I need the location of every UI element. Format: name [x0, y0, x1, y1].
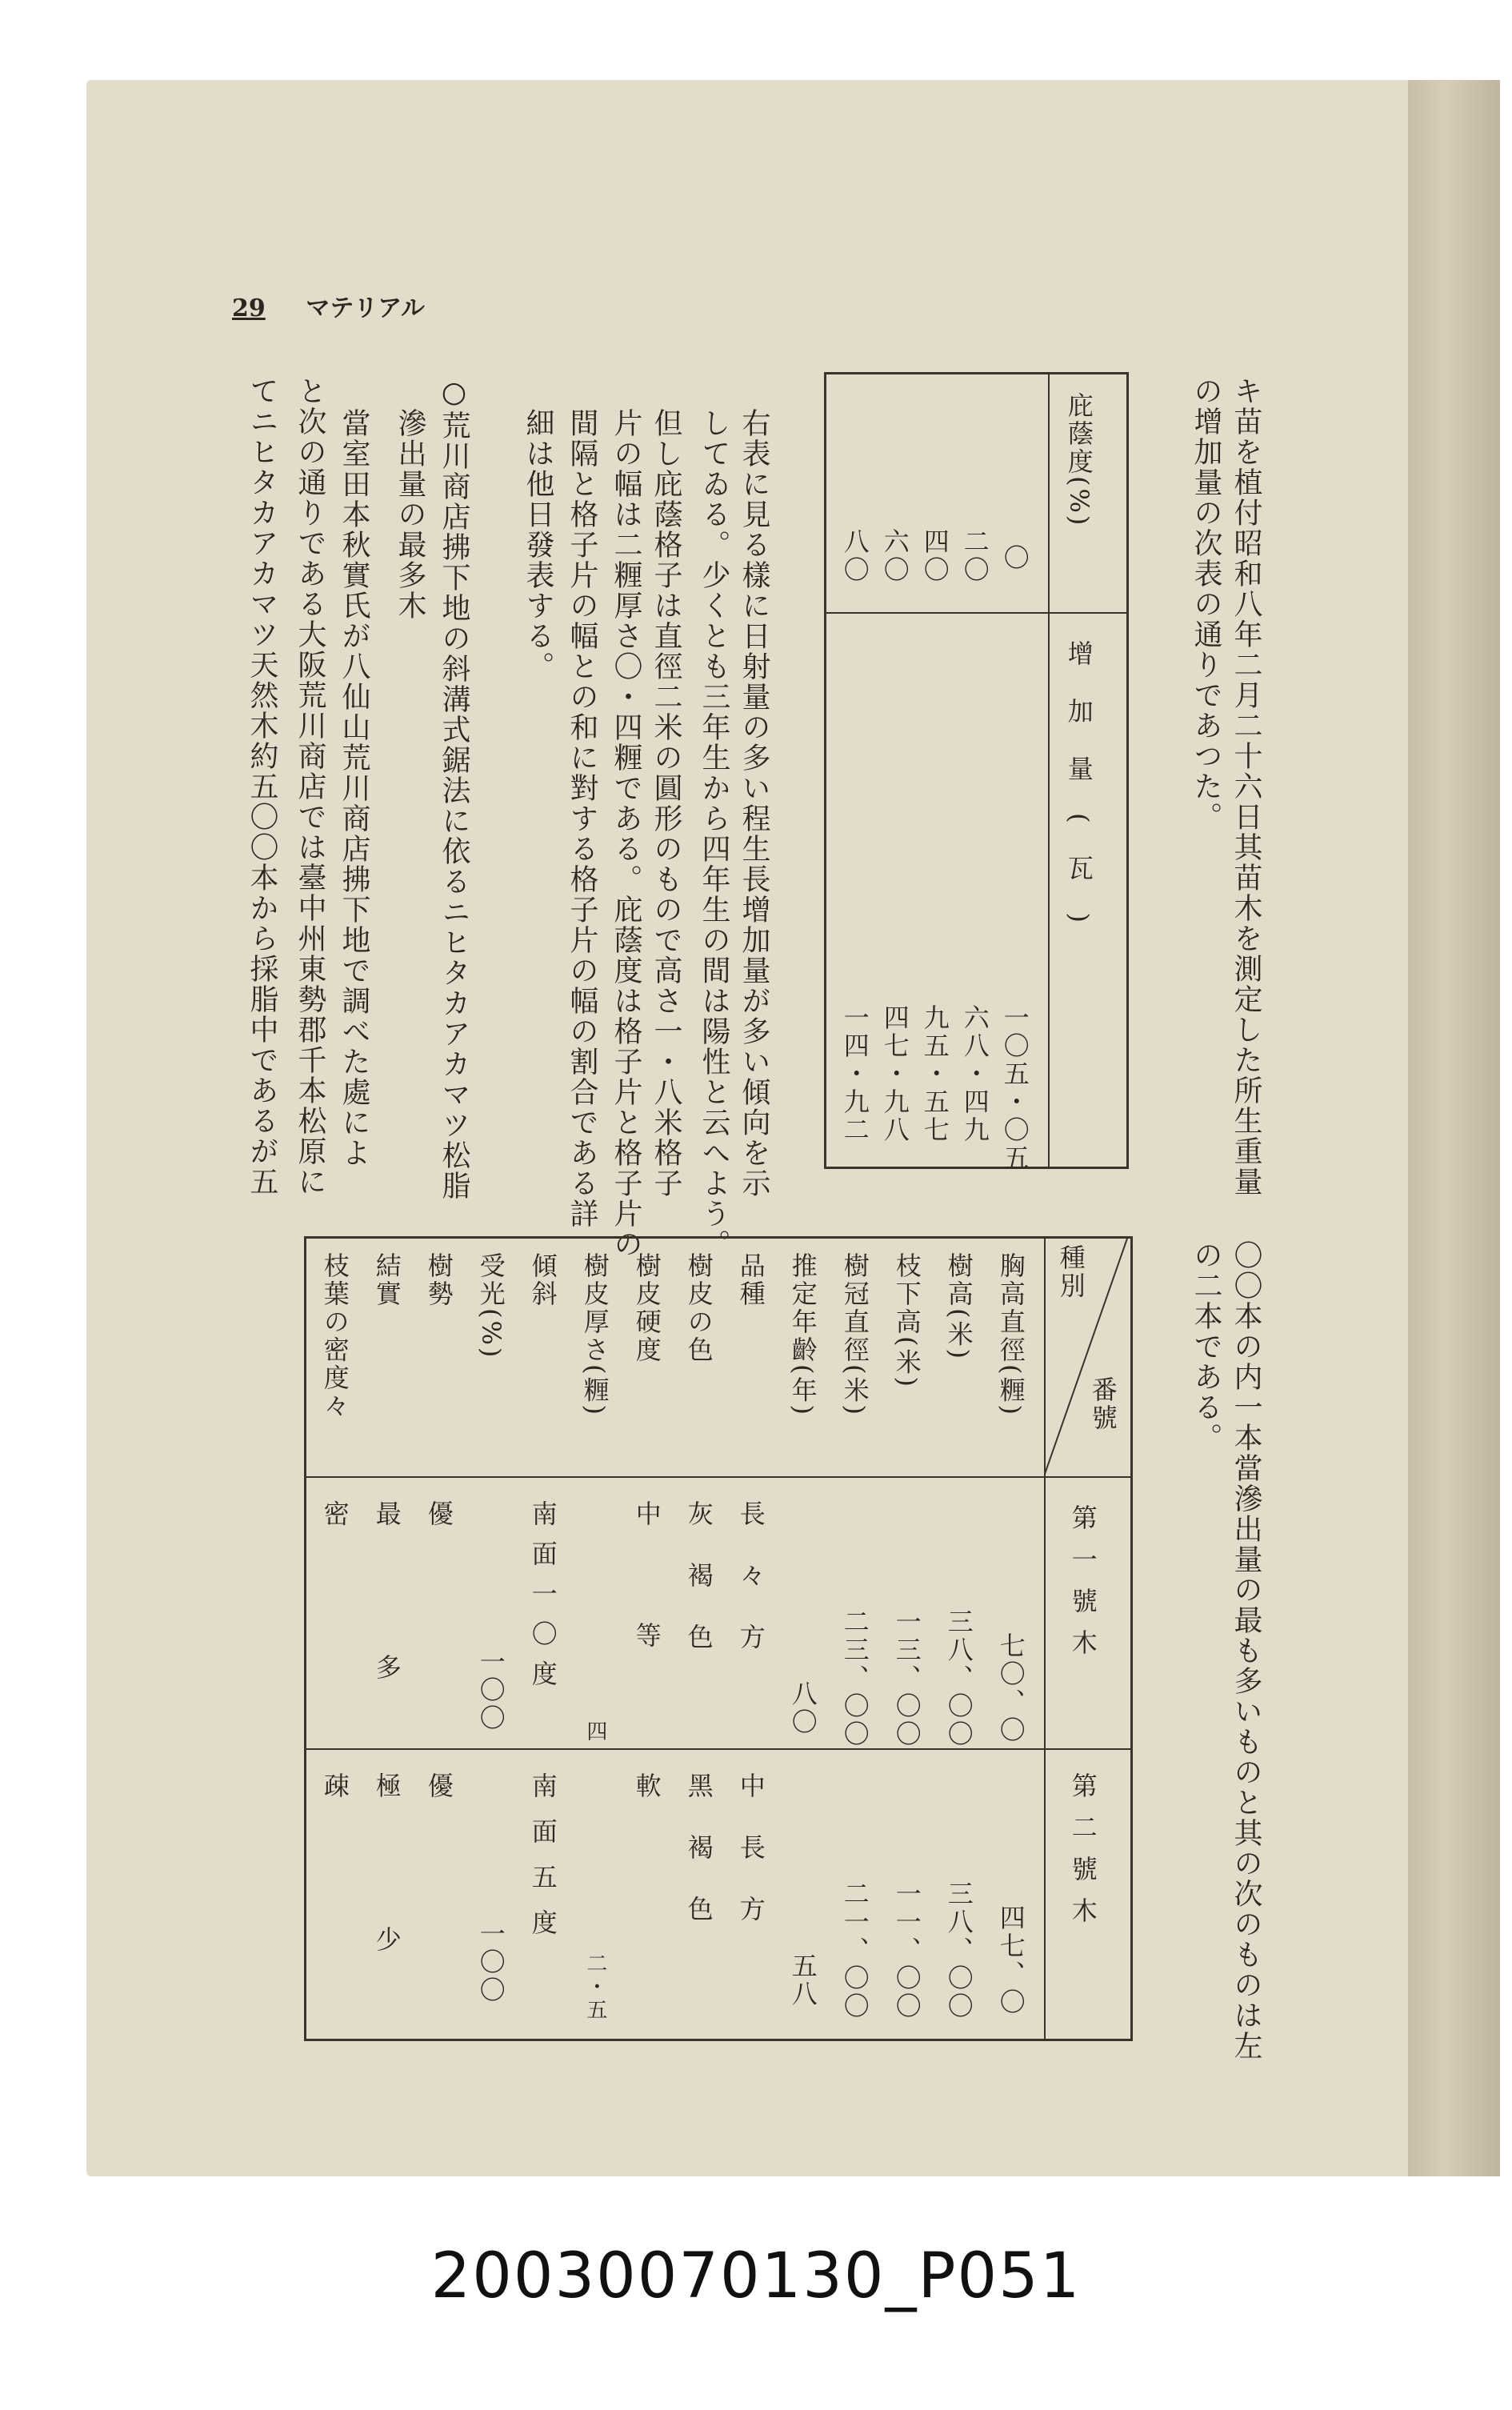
tree1-value: 七〇、〇: [995, 1632, 1026, 1744]
increase-value: 六八・四九: [959, 1004, 990, 1144]
tree2-value: 二一、〇〇: [839, 1880, 870, 2020]
tree1-value: 一〇〇: [475, 1648, 506, 1732]
shade-value: 二〇: [959, 528, 990, 584]
tree2-value: 優: [423, 1772, 454, 1800]
corner-label-bottom: 種別: [1055, 1244, 1086, 1300]
row-label: 傾斜: [527, 1252, 558, 1308]
bottom-text-line-1: 〇〇本の内一本當滲出量の最も多いものと其の次のものは左: [1230, 1240, 1262, 2061]
row-label: 樹冠直徑(米): [839, 1252, 870, 1417]
row-label: 樹勢: [423, 1252, 454, 1308]
tree1-value: 長々方: [735, 1500, 766, 1685]
shade-table-header-divider: [1048, 372, 1050, 1167]
row-label: 結實: [371, 1252, 402, 1308]
body-text-line-10: と次の通りである大阪荒川商店では臺中州東勢郡千本松原に: [294, 376, 326, 1197]
body-text-line-4: 片の幅は二糎厚さ〇・四糎である。庇蔭度は格子片と格子片の: [610, 408, 642, 1259]
tree1-value: 中等: [631, 1500, 662, 1743]
row-label: 樹皮硬度: [631, 1252, 662, 1364]
tree1-value: 最多: [371, 1500, 402, 1808]
increase-value: 一〇五・〇五: [999, 1004, 1030, 1172]
top-text-line-2: の增加量の次表の通りであつた。: [1190, 376, 1222, 832]
section-heading: ○荒川商店拂下地の斜溝式鋸法に依るニヒタカアカマツ松脂: [438, 376, 470, 1201]
body-text-line-3: 但し庇蔭格子は直徑二米の圓形のもので高さ一・八米格子: [650, 408, 682, 1199]
row-label: 樹高(米): [943, 1252, 974, 1361]
tree1-value: 密: [319, 1500, 350, 1528]
top-text-line-1: キ苗を植付昭和八年二月二十六日其苗木を測定した所生重量: [1230, 376, 1262, 1197]
corner-label-top: 番號: [1087, 1376, 1118, 1432]
page-number: 29: [232, 294, 266, 322]
tree1-value: 灰褐色: [683, 1500, 714, 1685]
increase-col-header: 增加量(瓦): [1063, 640, 1094, 955]
archive-id: 20030070130_P051: [430, 2240, 1082, 2312]
section-heading-cont: 滲出量の最多木: [394, 408, 426, 621]
shade-value: 〇: [999, 544, 1030, 572]
row-label: 枝下高(米): [891, 1252, 922, 1389]
increase-value: 九五・五七: [919, 1004, 950, 1144]
tree2-value: 五八: [787, 1952, 818, 2008]
tree2-value: 四七、〇: [995, 1904, 1026, 2016]
tree2-value: 疎: [319, 1772, 350, 1800]
page-header: [232, 288, 425, 323]
page-gutter: [1408, 80, 1500, 2176]
row-label: 品種: [735, 1252, 766, 1308]
row-label: 樹皮の色: [683, 1252, 714, 1364]
row-label: 受光(%): [475, 1252, 506, 1360]
tree1-value: 三八、〇〇: [943, 1608, 974, 1748]
body-text-line-9: 當室田本秋實氏が八仙山荒川商店拂下地で調べた處によ: [338, 408, 370, 1168]
body-text-line-2: してゐる。少くとも三年生から四年生の間は陽性と云へよう。: [698, 408, 730, 1259]
body-text-line-6: 細は他日發表する。: [522, 408, 554, 682]
bottom-text-line-2: の二本である。: [1190, 1240, 1222, 1453]
increase-value: 一四・九二: [839, 1004, 870, 1144]
tree1-value: 優: [423, 1500, 454, 1528]
shade-value: 四〇: [919, 528, 950, 584]
body-text-line-1: 右表に見る樣に日射量の多い程生長增加量が多い傾向を示: [738, 408, 770, 1199]
magazine-title: マテリアル: [306, 294, 426, 322]
shade-table-row-divider: [824, 612, 1126, 614]
body-text-line-11: てニヒタカアカマツ天然木約五〇〇本から採脂中であるが五: [246, 376, 278, 1197]
tree2-value: 二・五: [582, 1952, 607, 2022]
shade-value: 六〇: [879, 528, 910, 584]
tree-table-header-divider: [304, 1476, 1130, 1478]
tree2-value: 三八、〇〇: [943, 1880, 974, 2020]
body-text-line-5: 間隔と格子片の幅との和に對する格子片の幅の割合である詳: [566, 408, 598, 1229]
row-label: 推定年齡(年): [787, 1252, 818, 1417]
tree1-value: 八〇: [787, 1680, 818, 1736]
shade-col-header: 庇蔭度(%): [1063, 392, 1094, 528]
tree2-value: 中長方: [735, 1772, 766, 1957]
increase-value: 四七・九八: [879, 1004, 910, 1144]
tree1-value: 四: [582, 1720, 607, 1743]
tree2-value: 黑褐色: [683, 1772, 714, 1957]
tree2-value: 極少: [371, 1772, 402, 2080]
tree2-value: 一〇〇: [475, 1920, 506, 2004]
tree-table-column-divider: [304, 1748, 1130, 1750]
tree1-value: 二三、〇〇: [839, 1608, 870, 1748]
row-label: 樹皮厚さ(糎): [579, 1252, 610, 1417]
row-label: 枝葉の密度々: [319, 1252, 350, 1420]
tree2-value: 一一、〇〇: [891, 1880, 922, 2020]
tree1-value: 一三、〇〇: [891, 1608, 922, 1748]
tree2-header: 第二號木: [1067, 1772, 1098, 1939]
tree2-value: 南面五度: [527, 1772, 558, 1955]
tree2-value: 軟: [631, 1772, 662, 1800]
tree1-value: 南面一〇度: [527, 1500, 558, 1700]
shade-value: 八〇: [839, 528, 870, 584]
row-label: 胸高直徑(糎): [995, 1252, 1026, 1417]
tree1-header: 第一號木: [1067, 1504, 1098, 1671]
